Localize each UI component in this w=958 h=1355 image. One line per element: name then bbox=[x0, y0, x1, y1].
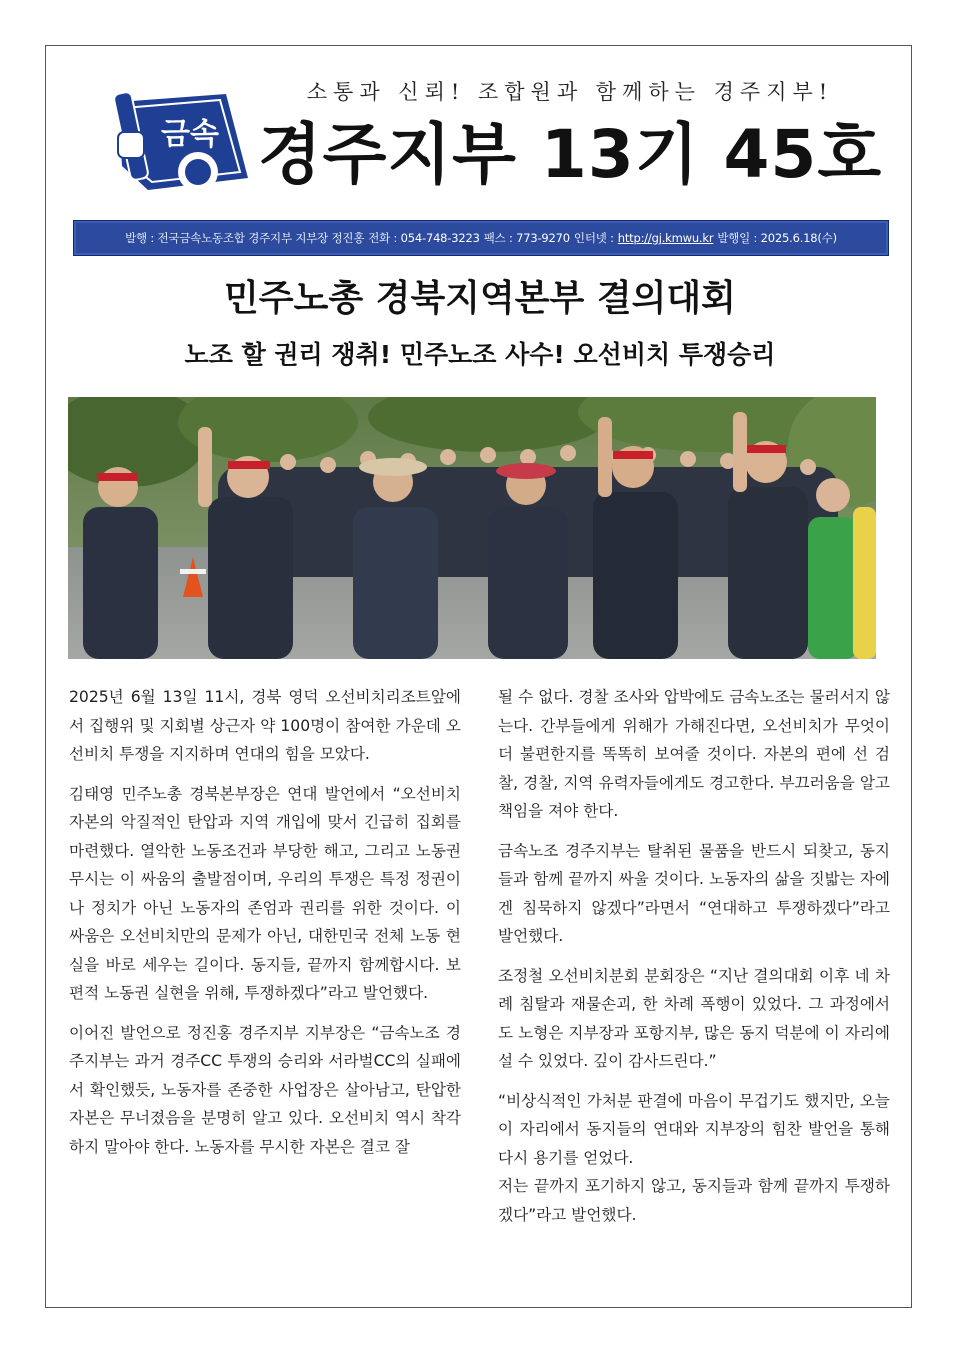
fax: 팩스 : 773-9270 bbox=[483, 231, 570, 245]
masthead-title: 경주지부 13기 45호 bbox=[257, 116, 883, 193]
union-logo bbox=[108, 80, 254, 200]
paragraph: 금속노조 경주지부는 탈취된 물품을 반드시 되찾고, 동지들과 함께 끝까지 싸울 것이다. 노동자의 삶을 짓밟는 자에겐 침묵하지 않겠다”라면서 “연대하고 투쟁하겠다”라고 발언했다. bbox=[498, 841, 890, 945]
paragraph: 조정철 오선비치분회 분회장은 “지난 결의대회 이후 네 차례 침탈과 재물손괴, 한 차례 폭행이 있었다. 그 과정에서도 노형은 지부장과 포항지부, 많은 동지 덕분에 이 자리에 설 수 있었다. 깊이 감사드린다.” bbox=[498, 966, 890, 1070]
subheadline: 노조 할 권리 쟁취! 민주노조 사수! 오선비치 투쟁승리 bbox=[184, 340, 776, 369]
rally-photo bbox=[68, 397, 876, 659]
article-column-left bbox=[69, 683, 461, 1172]
phone: 전화 : 054-748-3223 bbox=[368, 231, 480, 245]
publisher-info-bar bbox=[73, 220, 889, 256]
paragraph: 김태영 민주노총 경북본부장은 연대 발언에서 “오선비치 자본의 악질적인 탄압과 지역 개입에 맞서 긴급히 집회를 마련했다. 열악한 노동조건과 부당한 해고, 그리고 노동권 무시는 이 싸움의 출발점이며, 우리의 투쟁은 특정 정권이나 정치가 아닌 노동자의 존엄과 권리를 위한 것이다. 이 싸움은 오선비치만의 문제가 아닌, 대한민국 전체 노동 현실을 바로 세우는 길이다. 동지들, 끝까지 함께합시다. 보편적 노동권 실현을 위해, 투쟁하겠다”라고 발언했다. bbox=[69, 784, 461, 1002]
publish-date: 발행일 : 2025.6.18(수) bbox=[717, 231, 837, 245]
internet-label: 인터넷 : bbox=[573, 231, 614, 245]
paragraph: 될 수 없다. 경찰 조사와 압박에도 금속노조는 물러서지 않는다. 간부들에게 위해가 가해진다면, 오선비치가 무엇이 더 불편한지를 똑똑히 보여줄 것이다. 자본의 편에 선 검찰, 경찰, 지역 유력자들에게도 경고한다. 부끄러움을 알고 책임을 져야 한다. bbox=[498, 688, 890, 820]
slogan: 소통과 신뢰! 조합원과 함께하는 경주지부! bbox=[306, 80, 834, 104]
publisher: 발행 : 전국금속노동조합 경주지부 지부장 정진홍 bbox=[125, 231, 365, 245]
logo-text: 금속 bbox=[161, 117, 219, 152]
paragraph: 2025년 6월 13일 11시, 경북 영덕 오선비치리조트앞에서 집행위 및 지회별 상근자 약 100명이 참여한 가운데 오선비치 투쟁을 지지하며 연대의 힘을 모았다. bbox=[69, 688, 461, 763]
paragraph: 이어진 발언으로 정진홍 경주지부 지부장은 “금속노조 경주지부는 과거 경주CC 투쟁의 승리와 서라벌CC의 실패에서 확인했듯, 노동자를 존중한 사업장은 살아남고, 탄압한 자본은 무너졌음을 분명히 알고 있다. 오선비치 역시 착각하지 말아야 한다. 노동자를 무시한 자본은 결코 잘 bbox=[69, 1023, 461, 1156]
article-column-right bbox=[498, 683, 890, 1240]
internet-link[interactable]: http://gj.kmwu.kr bbox=[617, 231, 714, 245]
paragraph: “비상식적인 가처분 판결에 마음이 무겁기도 했지만, 오늘 이 자리에서 동지들의 연대와 지부장의 힘찬 발언을 통해 다시 용기를 얻었다. 저는 끝까지 포기하지 않고, 동지들과 함께 끝까지 투쟁하겠다”라고 발언했다. bbox=[498, 1091, 890, 1224]
headline: 민주노총 경북지역본부 결의대회 bbox=[224, 278, 736, 319]
